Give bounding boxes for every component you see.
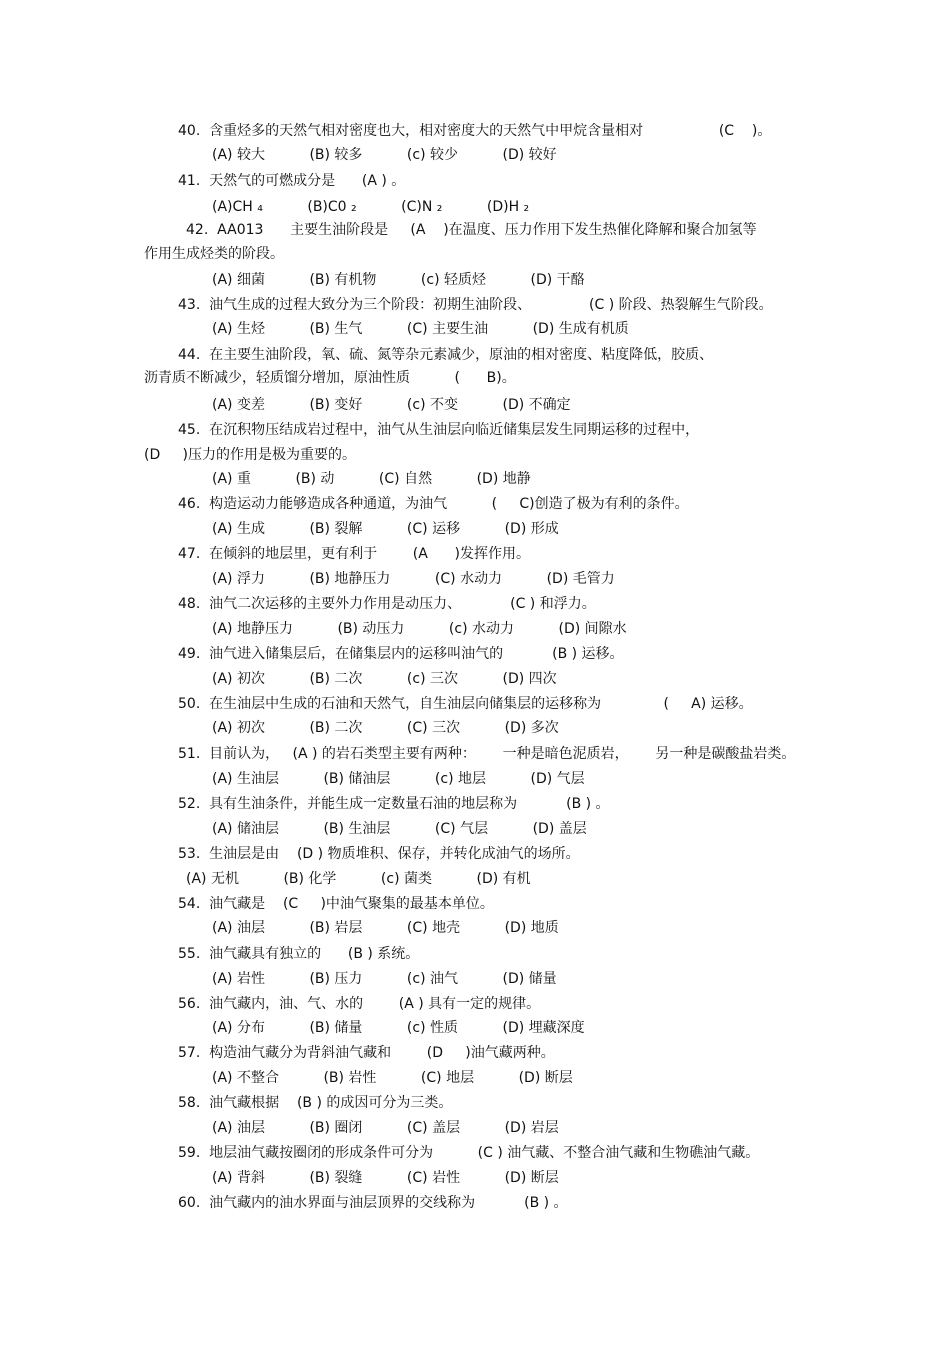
options-40: (A) 较大 (B) 较多 (c) 较少 (D) 较好 bbox=[212, 147, 557, 163]
options-55: (A) 岩性 (B) 压力 (c) 油气 (D) 储量 bbox=[212, 971, 557, 987]
question-55: 55. 油气藏具有独立的 (B ) 系统。 bbox=[178, 946, 420, 962]
options-50: (A) 初次 (B) 二次 (C) 三次 (D) 多次 bbox=[212, 720, 559, 736]
question-48: 48. 油气二次运移的主要外力作用是动压力、 (C ) 和浮力。 bbox=[178, 596, 596, 612]
options-58: (A) 油层 (B) 圈闭 (C) 盖层 (D) 岩层 bbox=[212, 1120, 559, 1136]
question-42-cont: 作用生成烃类的阶段。 bbox=[144, 246, 284, 262]
options-41: (A)CH ₄ (B)C0 ₂ (C)N ₂ (D)H ₂ bbox=[212, 199, 530, 215]
question-45-cont: (D )压力的作用是极为重要的。 bbox=[144, 447, 356, 463]
question-60: 60. 油气藏内的油水界面与油层顶界的交线称为 (B ) 。 bbox=[178, 1195, 568, 1211]
question-58: 58. 油气藏根据 (B ) 的成因可分为三类。 bbox=[178, 1095, 453, 1111]
options-47: (A) 浮力 (B) 地静压力 (C) 水动力 (D) 毛管力 bbox=[212, 571, 615, 587]
options-56: (A) 分布 (B) 储量 (c) 性质 (D) 埋藏深度 bbox=[212, 1020, 585, 1036]
question-51: 51. 目前认为， (A ) 的岩石类型主要有两种： 一种是暗色泥质岩， 另一种是碳酸盐岩类。 bbox=[178, 746, 796, 762]
options-53: (A) 无机 (B) 化学 (c) 菌类 (D) 有机 bbox=[186, 871, 531, 887]
options-51: (A) 生油层 (B) 储油层 (c) 地层 (D) 气层 bbox=[212, 771, 585, 787]
question-57: 57. 构造油气藏分为背斜油气藏和 (D )油气藏两种。 bbox=[178, 1045, 555, 1061]
options-49: (A) 初次 (B) 二次 (c) 三次 (D) 四次 bbox=[212, 671, 557, 687]
question-44-cont: 沥青质不断减少，轻质馏分增加，原油性质 ( B)。 bbox=[144, 370, 516, 386]
question-44: 44. 在主要生油阶段，氧、硫、氮等杂元素减少，原油的相对密度、粘度降低，胶质、 bbox=[178, 347, 714, 363]
options-59: (A) 背斜 (B) 裂缝 (C) 岩性 (D) 断层 bbox=[212, 1170, 559, 1186]
options-43: (A) 生烃 (B) 生气 (C) 主要生油 (D) 生成有机质 bbox=[212, 321, 629, 337]
options-57: (A) 不整合 (B) 岩性 (C) 地层 (D) 断层 bbox=[212, 1070, 573, 1086]
question-52: 52. 具有生油条件，并能生成一定数量石油的地层称为 (B ) 。 bbox=[178, 796, 610, 812]
question-49: 49. 油气进入储集层后，在储集层内的运移叫油气的 (B ) 运移。 bbox=[178, 646, 624, 662]
question-53: 53. 生油层是由 (D ) 物质堆积、保存，并转化成油气的场所。 bbox=[178, 846, 580, 862]
question-42: 42. AA013 主要生油阶段是 (A )在温度、压力作用下发生热催化降解和聚合加氢等 bbox=[186, 222, 757, 238]
options-44: (A) 变差 (B) 变好 (c) 不变 (D) 不确定 bbox=[212, 397, 571, 413]
question-50: 50. 在生油层中生成的石油和天然气，自生油层向储集层的运移称为 ( A) 运移。 bbox=[178, 696, 753, 712]
question-59: 59. 地层油气藏按圈闭的形成条件可分为 (C ) 油气藏、不整合油气藏和生物礁油气藏。 bbox=[178, 1145, 760, 1161]
question-40: 40. 含重烃多的天然气相对密度也大，相对密度大的天然气中甲烷含量相对 (C )。 bbox=[178, 123, 772, 139]
options-46: (A) 生成 (B) 裂解 (C) 运移 (D) 形成 bbox=[212, 521, 559, 537]
options-52: (A) 储油层 (B) 生油层 (C) 气层 (D) 盖层 bbox=[212, 821, 587, 837]
question-41: 41. 天然气的可燃成分是 (A ) 。 bbox=[178, 173, 406, 189]
options-42: (A) 细菌 (B) 有机物 (c) 轻质烃 (D) 干酪 bbox=[212, 272, 585, 288]
question-47: 47. 在倾斜的地层里，更有利于 (A )发挥作用。 bbox=[178, 546, 530, 562]
options-45: (A) 重 (B) 动 (C) 自然 (D) 地静 bbox=[212, 471, 531, 487]
question-43: 43. 油气生成的过程大致分为三个阶段：初期生油阶段、 (C ) 阶段、热裂解生气阶段。 bbox=[178, 297, 773, 313]
question-45: 45. 在沉积物压结成岩过程中，油气从生油层向临近储集层发生同期运移的过程中， bbox=[178, 422, 700, 438]
question-54: 54. 油气藏是 (C )中油气聚集的最基本单位。 bbox=[178, 896, 494, 912]
options-48: (A) 地静压力 (B) 动压力 (c) 水动力 (D) 间隙水 bbox=[212, 621, 627, 637]
question-56: 56. 油气藏内，油、气、水的 (A ) 具有一定的规律。 bbox=[178, 996, 541, 1012]
question-46: 46. 构造运动力能够造成各种通道，为油气 ( C)创造了极为有利的条件。 bbox=[178, 496, 689, 512]
options-54: (A) 油层 (B) 岩层 (C) 地壳 (D) 地质 bbox=[212, 920, 559, 936]
